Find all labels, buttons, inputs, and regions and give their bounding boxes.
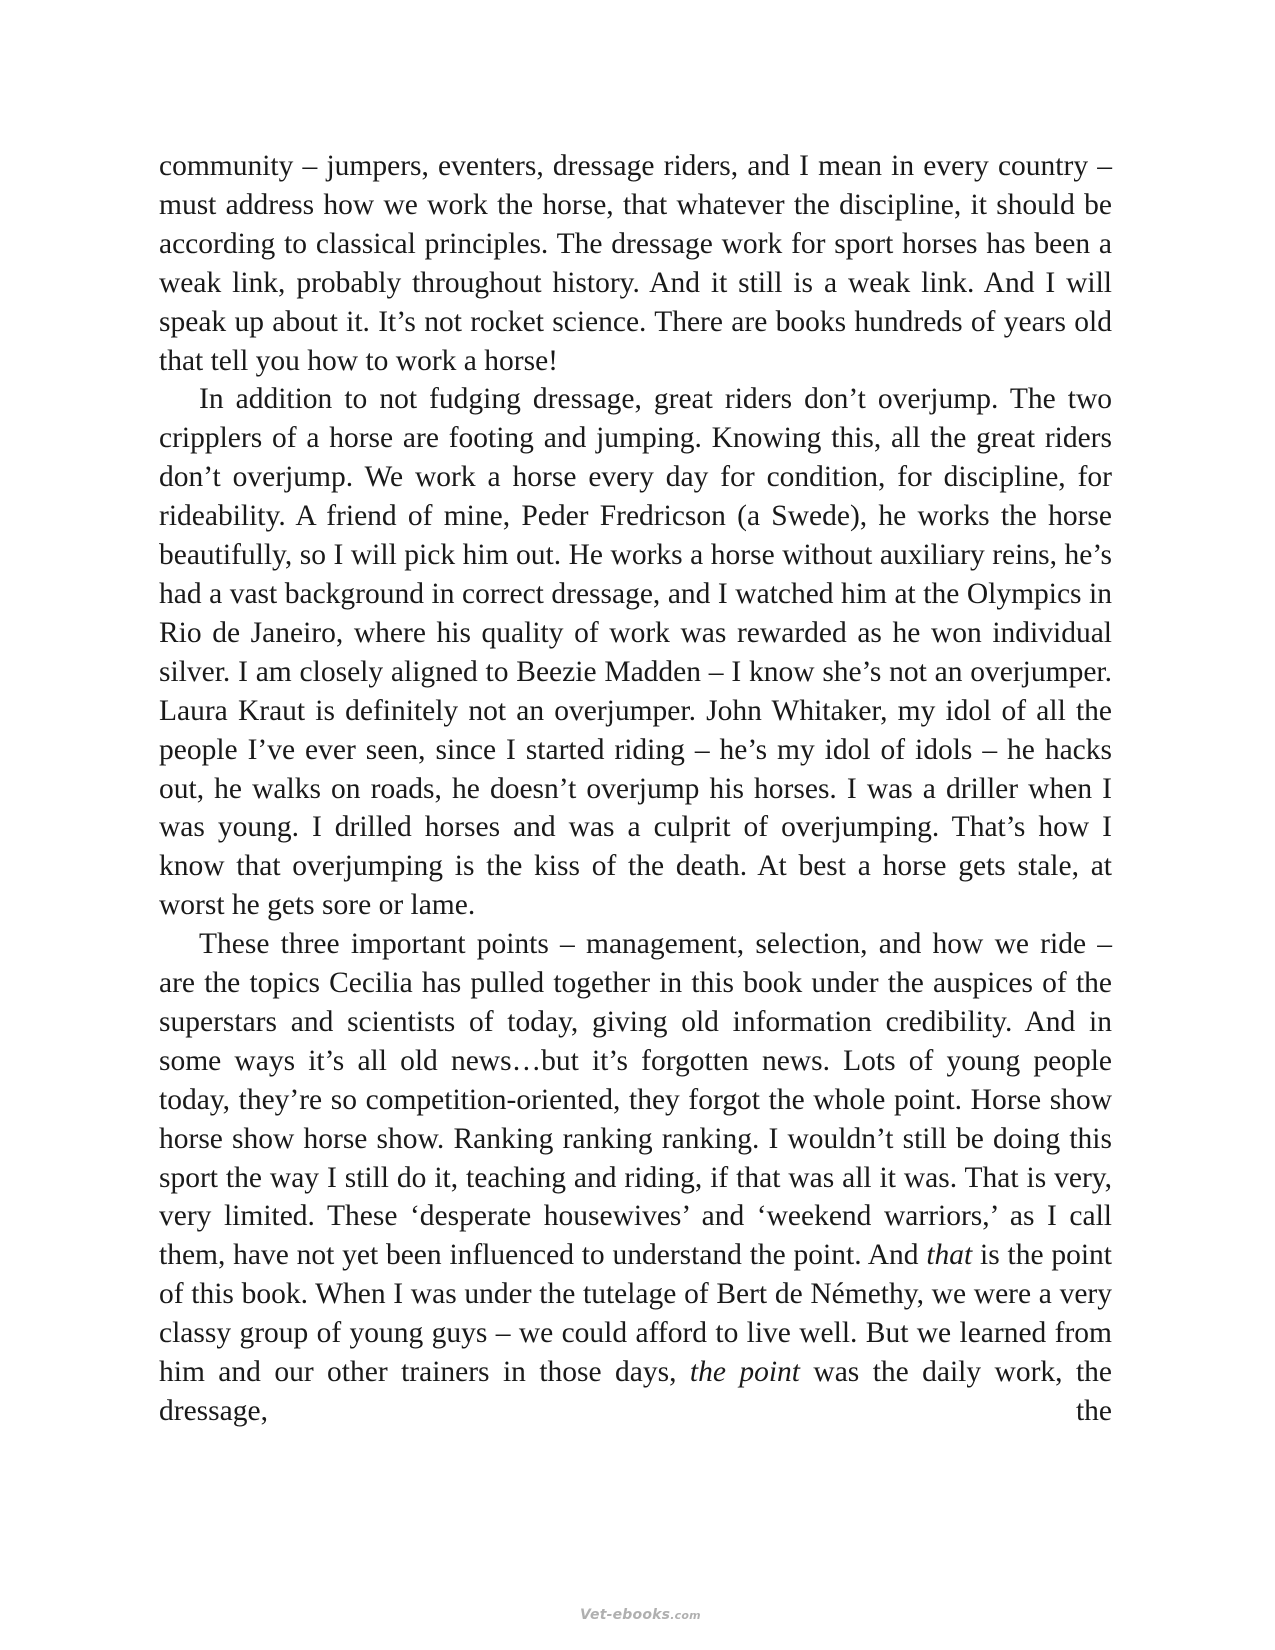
emphasis-the-point: the point xyxy=(689,1356,800,1389)
watermark-name: Vet-ebooks xyxy=(580,1607,671,1623)
body-text xyxy=(159,147,1112,1431)
paragraph-3-text-b: is the point of this book. When I was under the tutelage of Bert de Némethy, we were a very classy group of young guys – we could afford to live well. But we learned from him and our other trainers in those days, xyxy=(159,1239,1112,1389)
paragraph-3-text-a: These three important points – management, selection, and how we ride – are the topics Cecilia has pulled together in this book under the auspices of the superstars and scientists of today, giving old information credibility. And in some ways it’s all old news…but it’s forgotten news. Lots of young people today, they’re so competition-oriented, they forgot the whole point. Horse show horse show horse show. Ranking ranking ranking. I wouldn’t still be doing this sport the way I still do it, teaching and riding, if that was all it was. That is very, very limited. These ‘desperate housewives’ and ‘weekend warriors,’ as I call them, have not yet been influenced to understand the point. And xyxy=(159,928,1112,1272)
paragraph-1: community – jumpers, eventers, dressage riders, and I mean in every country – must address how we work the horse, that whatever the discipline, it should be according to classical principles. The dressage work for sport horses has been a weak link, probably throughout history. And it still is a weak link. And I will speak up about it. It’s not rocket science. There are books hundreds of years old that tell you how to work a horse! xyxy=(159,150,1112,377)
watermark-domain: .com xyxy=(670,1609,701,1622)
paragraph-3-text-c: was the daily work, the dressage, the xyxy=(159,1356,1113,1427)
emphasis-that: that xyxy=(926,1239,973,1272)
watermark-logo xyxy=(580,1607,701,1623)
paragraph-2: In addition to not fudging dressage, great riders don’t overjump. The two cripplers of a horse are footing and jumping. Knowing this, all the great riders don’t overjump. We work a horse every day for condition, for discipline, for rideability. A friend of mine, Peder Fredricson (a Swede), he works the horse beautifully, so I will pick him out. He works a horse without auxiliary reins, he’s had a vast background in correct dressage, and I watched him at the Olympics in Rio de Janeiro, where his quality of work was rewarded as he won individual silver. I am closely aligned to Beezie Madden – I know she’s not an overjumper. Laura Kraut is definitely not an overjumper. John Whitaker, my idol of all the people I’ve ever seen, since I started riding – he’s my idol of idols – he hacks out, he walks on roads, he doesn’t overjump his horses. I was a driller when I was young. I drilled horses and was a culprit of overjumping. That’s how I know that overjumping is the kiss of the death. At best a horse gets stale, at worst he gets sore or lame. xyxy=(159,383,1112,922)
paragraph-3 xyxy=(159,925,1112,1431)
